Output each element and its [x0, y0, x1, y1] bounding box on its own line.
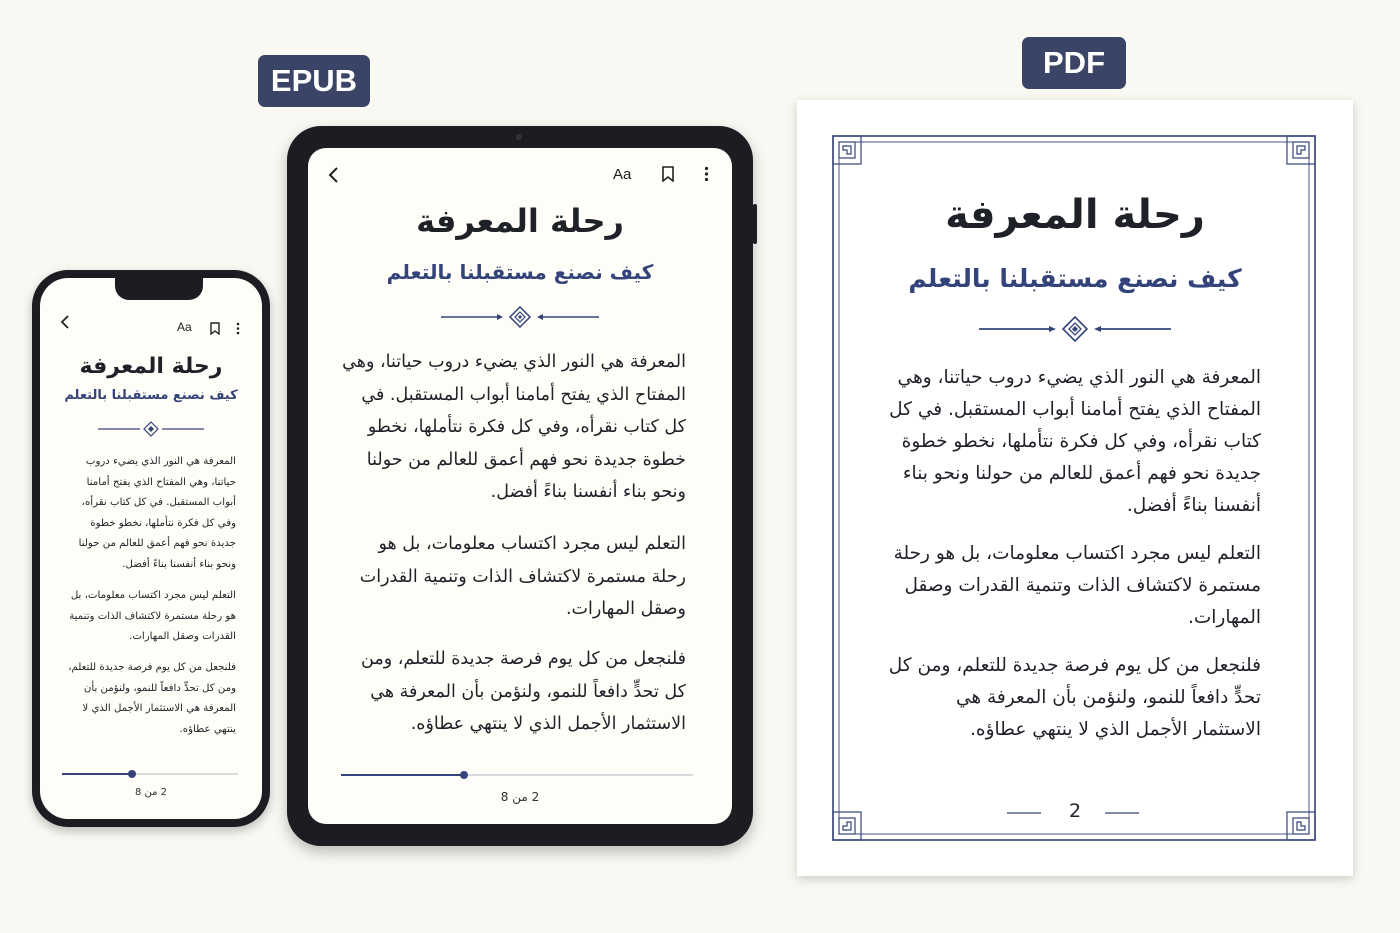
progress-knob[interactable]	[460, 771, 468, 779]
book-subtitle: كيف نصنع مستقبلنا بالتعلم	[908, 264, 1242, 293]
paragraph-2: التعلم ليس مجرد اكتساب معلومات، بل هو رحلة مستمرة لاكتشاف الذات وتنمية القدرات وصقل المهارات.	[359, 534, 686, 619]
more-vertical-icon[interactable]	[704, 166, 709, 186]
font-settings-button[interactable]: Aa	[613, 166, 632, 183]
paragraph-1: المعرفة هي النور الذي يضيء دروب حياتنا، وهي المفتاح الذي يفتح أمامنا أبواب المستقبل. في كل كتاب نقرأه، وفي كل فكرة نتأملها، نخطو خطوة جديدة نحو فهم أعمق للعالم من حولنا ونحو بناء أنفسنا بناءً أفضل.	[342, 352, 686, 502]
page-indicator: 2 من 8	[500, 790, 540, 804]
page-indicator: 2 من 8	[134, 787, 168, 798]
paragraph-3: فلنجعل من كل يوم فرصة جديدة للتعلم، ومن كل تحدٍّ دافعاً للنمو، ولنؤمن بأن المعرفة هي الاستثمار الأجمل الذي لا ينتهي عطاؤه.	[888, 655, 1261, 740]
more-vertical-icon[interactable]	[236, 320, 240, 339]
tablet-screen	[308, 148, 732, 824]
phone-notch	[115, 278, 203, 300]
phone-screen	[40, 278, 262, 819]
ornament-divider	[797, 316, 1353, 342]
font-settings-button[interactable]: Aa	[177, 320, 192, 334]
bookmark-icon[interactable]	[662, 166, 674, 186]
pdf-badge: PDF	[1022, 37, 1126, 89]
reading-progress-bar[interactable]	[341, 774, 693, 776]
phone-device	[32, 270, 270, 827]
pdf-page	[797, 100, 1353, 876]
progress-knob[interactable]	[128, 770, 136, 778]
paragraph-3: فلنجعل من كل يوم فرصة جديدة للتعلم، ومن كل تحدٍّ دافعاً للنمو، ولنؤمن بأن المعرفة هي الاستثمار الأجمل الذي لا ينتهي عطاؤه.	[361, 649, 686, 734]
paragraph-3: فلنجعل من كل يوم فرصة جديدة للتعلم، ومن كل تحدٍّ دافعاً للنمو، ولنؤمن بأن المعرفة هي الاستثمار الأجمل الذي لا ينتهي عطاؤه.	[68, 662, 236, 735]
book-title: رحلة المعرفة	[945, 192, 1205, 238]
progress-fill	[341, 774, 464, 776]
progress-fill	[62, 773, 132, 775]
paragraph-1: المعرفة هي النور الذي يضيء دروب حياتنا، وهي المفتاح الذي يفتح أمامنا أبواب المستقبل. في كل كتاب نقرأه، وفي كل فكرة نتأملها، نخطو خطوة جديدة نحو فهم أعمق للعالم من حولنا ونحو بناء أنفسنا بناءً أفضل.	[78, 456, 236, 570]
book-title: رحلة المعرفة	[416, 202, 624, 240]
paragraph-2: التعلم ليس مجرد اكتساب معلومات، بل هو رحلة مستمرة لاكتشاف الذات وتنمية القدرات وصقل المهارات.	[893, 543, 1261, 628]
paragraph-1: المعرفة هي النور الذي يضيء دروب حياتنا، وهي المفتاح الذي يفتح أمامنا أبواب المستقبل. في كل كتاب نقرأه، وفي كل فكرة نتأملها، نخطو خطوة جديدة نحو فهم أعمق للعالم من حولنا ونحو بناء أنفسنا بناءً أفضل.	[889, 367, 1261, 516]
chevron-left-icon[interactable]	[60, 315, 70, 332]
tablet-side-button	[753, 204, 757, 244]
bookmark-icon[interactable]	[210, 320, 220, 339]
chevron-left-icon[interactable]	[328, 166, 340, 188]
book-title: رحلة المعرفة	[79, 354, 223, 379]
tablet-camera	[516, 134, 522, 140]
epub-badge: EPUB	[258, 55, 370, 107]
book-subtitle: كيف نصنع مستقبلنا بالتعلم	[64, 388, 238, 403]
book-subtitle: كيف نصنع مستقبلنا بالتعلم	[386, 260, 654, 284]
pdf-page-number: 2	[1068, 800, 1082, 822]
reading-progress-bar[interactable]	[62, 773, 238, 775]
tablet-device	[287, 126, 753, 846]
paragraph-2: التعلم ليس مجرد اكتساب معلومات، بل هو رحلة مستمرة لاكتشاف الذات وتنمية القدرات وصقل المهارات.	[69, 590, 236, 642]
ornament-divider	[40, 421, 262, 437]
ornament-divider	[308, 306, 732, 328]
